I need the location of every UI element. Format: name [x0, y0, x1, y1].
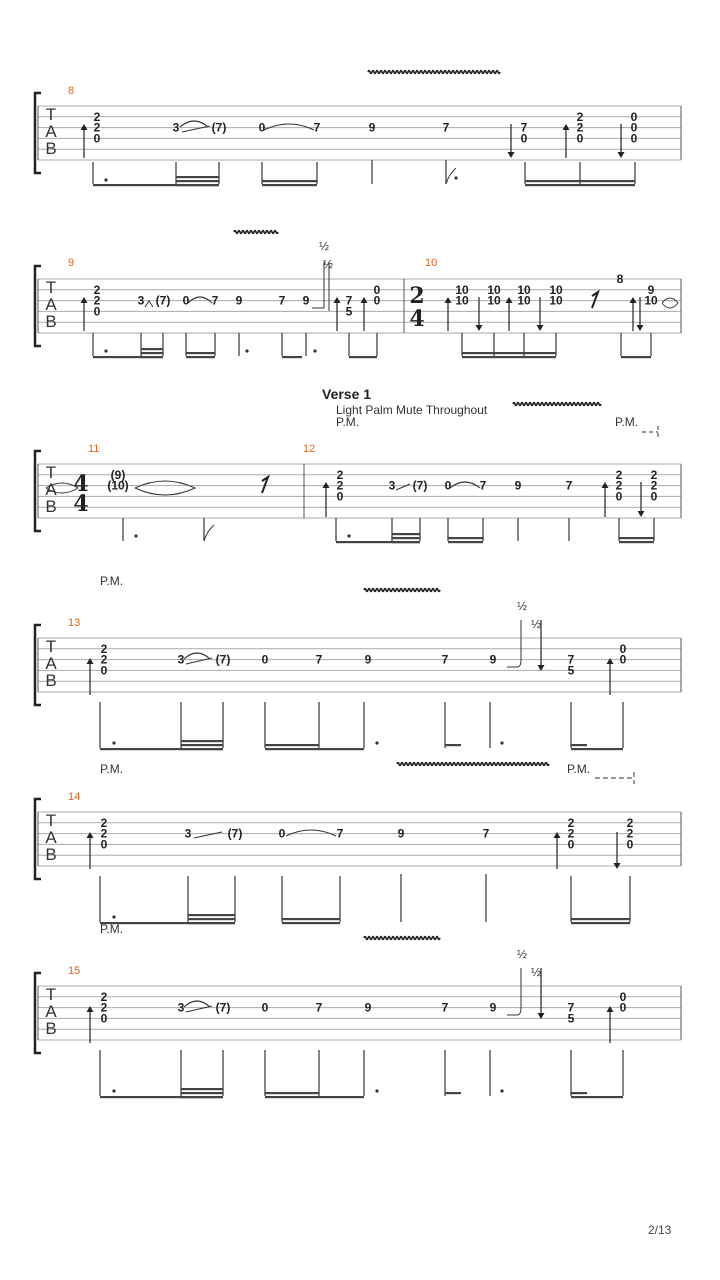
beam: [262, 184, 317, 186]
bend-amount: ½: [322, 257, 334, 271]
dot: [112, 915, 115, 918]
beam: [621, 356, 651, 358]
tab-clef-a: A: [45, 480, 57, 499]
beam: [571, 748, 623, 750]
fret-number: (7): [412, 478, 428, 493]
fret-number: 9: [514, 478, 522, 493]
beam: [176, 176, 219, 178]
fret-number: 0: [93, 131, 101, 146]
beam: [282, 356, 302, 358]
fret-number: 2: [93, 293, 101, 308]
fret-number: (7): [155, 293, 171, 308]
fret-number: (7): [227, 826, 243, 841]
fret-number: 9: [364, 1000, 372, 1015]
fret-number: 5: [567, 1011, 575, 1026]
fret-number: 10: [487, 293, 501, 308]
beam: [462, 356, 556, 358]
tie-to-next: [662, 298, 678, 308]
beam: [181, 744, 223, 746]
fret-number: 0: [373, 293, 381, 308]
fret-number: 2: [100, 989, 108, 1004]
fret-number: 0: [619, 1000, 627, 1015]
tab-clef-t: T: [45, 278, 57, 297]
dot: [454, 176, 457, 179]
tie: [184, 653, 210, 659]
fret-number: 0: [619, 989, 627, 1004]
strum-up-arrow-head: [506, 297, 513, 303]
hammer-mark: [145, 301, 153, 307]
dot: [245, 349, 248, 352]
dot: [134, 534, 137, 537]
bend-amount: ½: [516, 947, 528, 961]
fret-number: 7: [565, 478, 573, 493]
tab-clef-t: T: [45, 985, 57, 1004]
fret-number: (7): [211, 120, 227, 135]
fret-number: 2: [567, 826, 575, 841]
fret-number: 3: [177, 1000, 185, 1015]
beam: [448, 541, 483, 543]
fret-number: 2: [650, 467, 658, 482]
fret-number: 0: [619, 652, 627, 667]
strum-up-arrow-head: [554, 832, 561, 838]
tab-clef-a: A: [45, 122, 57, 141]
fret-number: 0: [567, 837, 575, 852]
fret-number: 2: [336, 467, 344, 482]
beam: [571, 922, 630, 924]
fret-number: 2: [93, 120, 101, 135]
dot: [375, 1089, 378, 1092]
rest: [592, 292, 598, 308]
pm-extent: [595, 772, 634, 784]
time-sig-top: 2: [409, 283, 425, 309]
fret-number: 2: [626, 815, 634, 830]
tie: [180, 121, 208, 127]
tab-clef-b: B: [45, 497, 57, 516]
fret-number: 2: [615, 478, 623, 493]
fret-number: 9: [302, 293, 310, 308]
strum-up-arrow-head: [602, 482, 609, 488]
strum-down-arrow-head: [476, 325, 483, 331]
fret-number: 7: [315, 652, 323, 667]
fret-number: 7: [479, 478, 487, 493]
fret-number: 0: [619, 641, 627, 656]
slide: [186, 658, 212, 664]
tab-clef-b: B: [45, 312, 57, 331]
fret-number: 0: [258, 120, 266, 135]
fret-number: 0: [182, 293, 190, 308]
fret-number: 3: [184, 826, 192, 841]
fret-number: 10: [549, 282, 563, 297]
bend-amount: ½: [530, 965, 542, 979]
tab-clef-t: T: [45, 463, 57, 482]
beam: [181, 1092, 223, 1094]
fret-number: 7: [567, 652, 575, 667]
beam: [392, 537, 420, 539]
strum-up-arrow-head: [323, 482, 330, 488]
tab-clef-b: B: [45, 845, 57, 864]
fret-number: 3: [137, 293, 145, 308]
fret-number: 10: [455, 282, 469, 297]
beam: [265, 748, 364, 750]
beam: [392, 533, 420, 535]
beam: [186, 352, 215, 354]
strum-down-arrow-head: [637, 325, 644, 331]
tab-clef-a: A: [45, 1002, 57, 1021]
fret-number: 7: [442, 120, 450, 135]
fret-number: 7: [345, 293, 353, 308]
palm-mute-label: P.M.: [100, 574, 124, 588]
tab-clef-a: A: [45, 654, 57, 673]
fret-number: 7: [441, 652, 449, 667]
tab-clef-a: A: [45, 295, 57, 314]
fret-number: 8: [616, 272, 624, 286]
strum-down-arrow-head: [508, 152, 515, 158]
beam: [265, 1096, 364, 1098]
fret-number: 9: [647, 282, 655, 297]
slide: [194, 832, 222, 838]
dot: [500, 741, 503, 744]
palm-mute-label: P.M.: [100, 922, 124, 936]
fret-number: 10: [644, 293, 658, 308]
beam: [445, 1092, 461, 1094]
fret-number: 9: [489, 652, 497, 667]
fret-number: 10: [455, 293, 469, 308]
vibrato-mark: [364, 589, 440, 592]
notation-text: [45, 85, 658, 1038]
slide: [186, 1006, 212, 1012]
fret-number: 7: [520, 120, 528, 135]
fret-number: 3: [177, 652, 185, 667]
dot: [112, 741, 115, 744]
fret-number: 9: [397, 826, 405, 841]
beam: [282, 918, 340, 920]
fret-number: 9: [235, 293, 243, 308]
beam: [392, 541, 420, 543]
beam: [188, 918, 235, 920]
palm-mute-label: P.M.: [615, 415, 639, 429]
fret-number: 0: [626, 837, 634, 852]
fret-number: 10: [549, 293, 563, 308]
fret-number: 3: [388, 478, 396, 493]
page-number: 2/13: [648, 1223, 672, 1237]
fret-number: 10: [517, 282, 531, 297]
dot: [375, 741, 378, 744]
strum-down-arrow-head: [618, 152, 625, 158]
fret-number: 0: [630, 120, 638, 135]
vibrato-mark: [234, 231, 278, 234]
pm-extent: [642, 426, 658, 438]
beam: [525, 180, 635, 182]
time-sig-bottom: 4: [409, 306, 425, 332]
fret-number: 7: [567, 1000, 575, 1015]
strum-up-arrow-head: [563, 124, 570, 130]
fret-number: 0: [100, 663, 108, 678]
beam: [186, 356, 215, 358]
tab-clef-b: B: [45, 1019, 57, 1038]
fret-number: 0: [650, 489, 658, 504]
beam: [188, 922, 235, 924]
beam: [282, 922, 340, 924]
fret-number: (7): [215, 1000, 231, 1015]
vibrato-mark: [513, 403, 601, 406]
flag: [446, 168, 456, 184]
fret-number: (9): [110, 467, 126, 482]
tie: [286, 830, 336, 836]
dot: [500, 1089, 503, 1092]
dot: [313, 349, 316, 352]
section-title: Verse 1: [322, 386, 372, 402]
notation: [35, 71, 678, 1099]
fret-number: 5: [567, 663, 575, 678]
beam: [181, 748, 223, 750]
fret-number: 0: [630, 131, 638, 146]
measure-number: 11: [88, 443, 100, 455]
fret-number: 2: [93, 282, 101, 297]
fret-number: 2: [576, 120, 584, 135]
tie: [264, 124, 314, 130]
strum-up-arrow-head: [445, 297, 452, 303]
fret-number: 2: [626, 826, 634, 841]
beam: [619, 537, 654, 539]
fret-number: 0: [444, 478, 452, 493]
fret-number: 7: [278, 293, 286, 308]
beam: [462, 352, 556, 354]
palm-mute-label: P.M.: [100, 762, 124, 776]
strum-down-arrow-head: [537, 325, 544, 331]
beam: [141, 356, 163, 358]
fret-number: 0: [520, 131, 528, 146]
slide: [182, 126, 210, 132]
fret-number: 0: [261, 652, 269, 667]
strum-up-arrow-head: [87, 1006, 94, 1012]
fret-number: 0: [93, 304, 101, 319]
strum-up-arrow-head: [334, 297, 341, 303]
let-ring-tie: [135, 481, 195, 495]
beam: [448, 537, 483, 539]
tie: [188, 297, 212, 303]
beam: [181, 740, 223, 742]
fret-number: 10: [487, 282, 501, 297]
beam: [176, 180, 219, 182]
fret-number: 0: [336, 489, 344, 504]
palm-mute-label: P.M.: [567, 762, 591, 776]
section-instruction: Light Palm Mute Throughout: [336, 403, 488, 417]
bend-amount: ½: [516, 599, 528, 613]
measure-number: 10: [425, 257, 438, 269]
beam: [176, 184, 219, 186]
palm-mute-label: P.M.: [336, 415, 360, 429]
dot: [347, 534, 350, 537]
measure-number: 14: [68, 791, 81, 803]
fret-number: 3: [172, 120, 180, 135]
staff-lines: [38, 106, 681, 1040]
fret-number: 7: [313, 120, 321, 135]
bend-amount: ½: [318, 239, 330, 253]
fret-number: 2: [100, 815, 108, 830]
measure-number: 9: [68, 257, 75, 269]
measure-number: 13: [68, 617, 81, 629]
fret-number: (7): [215, 652, 231, 667]
fret-number: 0: [278, 826, 286, 841]
beam: [188, 914, 235, 916]
rest: [262, 477, 268, 493]
fret-number: 2: [100, 826, 108, 841]
measure-number: 15: [68, 965, 81, 977]
tab-clef-t: T: [45, 637, 57, 656]
vibrato-mark: [364, 937, 440, 940]
beam: [262, 180, 317, 182]
strum-up-arrow-head: [607, 1006, 614, 1012]
fret-number: 7: [482, 826, 490, 841]
beam: [349, 356, 377, 358]
fret-number: (10): [107, 478, 129, 493]
fret-number: 0: [630, 109, 638, 124]
fret-number: 2: [336, 478, 344, 493]
fret-number: 0: [100, 837, 108, 852]
vibrato-mark: [368, 71, 500, 74]
fret-number: 9: [489, 1000, 497, 1015]
measure-number: 8: [68, 85, 75, 97]
fret-number: 2: [576, 109, 584, 124]
fret-number: 9: [364, 652, 372, 667]
fret-number: 2: [615, 467, 623, 482]
strum-up-arrow-head: [87, 658, 94, 664]
beam: [571, 744, 587, 746]
beam: [141, 352, 163, 354]
beam: [571, 918, 630, 920]
beam: [265, 744, 319, 746]
fret-number: 2: [650, 478, 658, 493]
fret-number: 0: [576, 131, 584, 146]
beam: [265, 1092, 319, 1094]
tie: [184, 1001, 210, 1007]
beam: [571, 1096, 623, 1098]
bend-amount: ½: [530, 617, 542, 631]
fret-number: 0: [100, 1011, 108, 1026]
strum-up-arrow-head: [81, 124, 88, 130]
strum-up-arrow-head: [630, 297, 637, 303]
fret-number: 2: [100, 641, 108, 656]
fret-number: 0: [261, 1000, 269, 1015]
beam: [141, 348, 163, 350]
fret-number: 0: [373, 282, 381, 297]
tab-clef-b: B: [45, 139, 57, 158]
dot: [104, 178, 107, 181]
beam: [571, 1092, 587, 1094]
tab-clef-t: T: [45, 105, 57, 124]
strum-up-arrow-head: [81, 297, 88, 303]
fret-number: 9: [368, 120, 376, 135]
fret-number: 10: [517, 293, 531, 308]
fret-number: 2: [93, 109, 101, 124]
strum-down-arrow-head: [638, 511, 645, 517]
fret-number: 0: [615, 489, 623, 504]
tab-clef-a: A: [45, 828, 57, 847]
fret-number: 2: [100, 1000, 108, 1015]
fret-number: 7: [336, 826, 344, 841]
fret-number: 2: [100, 652, 108, 667]
beam: [445, 744, 461, 746]
strum-up-arrow-head: [87, 832, 94, 838]
beam: [181, 1088, 223, 1090]
fret-number: 2: [567, 815, 575, 830]
slide: [396, 484, 410, 490]
strum-up-arrow-head: [607, 658, 614, 664]
time-sig-bottom: 4: [73, 491, 89, 517]
tie: [450, 482, 480, 488]
dot: [112, 1089, 115, 1092]
vibrato-mark: [397, 763, 549, 766]
fret-number: 7: [441, 1000, 449, 1015]
time-sig-top: 4: [73, 471, 89, 497]
fret-number: 5: [345, 304, 353, 319]
fret-number: 7: [315, 1000, 323, 1015]
beam: [619, 541, 654, 543]
fret-number: 7: [211, 293, 219, 308]
tab-clef-b: B: [45, 671, 57, 690]
flag: [204, 525, 214, 541]
dot: [104, 349, 107, 352]
beam: [525, 184, 635, 186]
tab-clef-t: T: [45, 811, 57, 830]
measure-number: 12: [303, 443, 316, 455]
strum-up-arrow-head: [361, 297, 368, 303]
beam: [181, 1096, 223, 1098]
